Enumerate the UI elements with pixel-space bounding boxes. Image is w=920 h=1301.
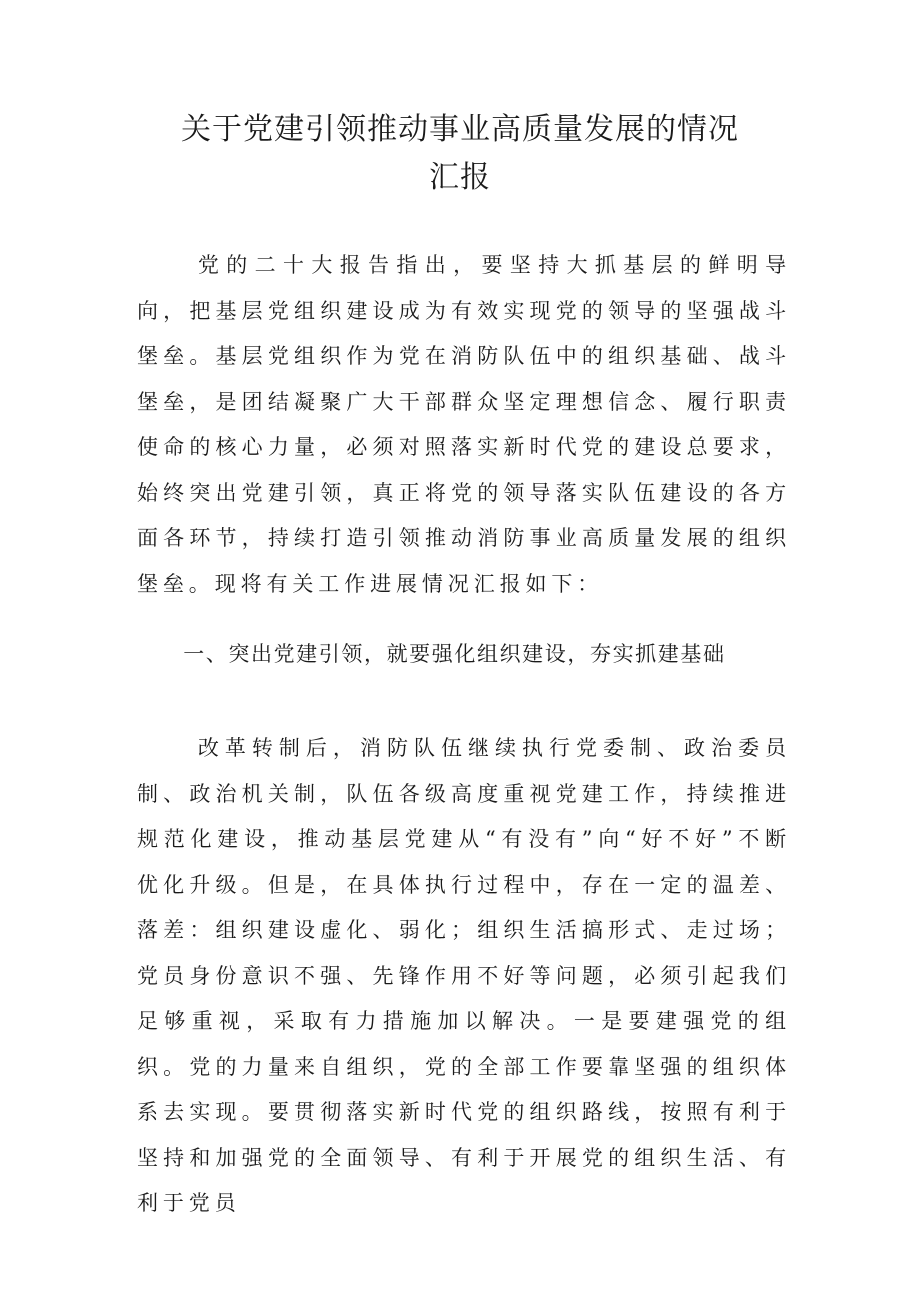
section-1-heading: 一、突出党建引领，就要强化组织建设，夯实抓建基础: [183, 642, 726, 666]
section-1-paragraph: 改革转制后，消防队伍继续执行党委制、政治委员制、政治机关制，队伍各级高度重视党建工作，持续推进规范化建设，推动基层党建从“有没有”向“好不好”不断优化升级。但是，在具体执行过程中，存在一定的温差、落差：组织建设虚化、弱化；组织生活搞形式、走过场；党员身份意识不强、先锋作用不好等问题，必须引起我们足够重视，采取有力措施加以解决。一是要建强党的组织。党的力量来自组织，党的全部工作要靠坚强的组织体系去实现。要贯彻落实新时代党的组织路线，按照有利于坚持和加强党的全面领导、有利于开展党的组织生活、有利于党员: [137, 736, 791, 1215]
document-title-line-1: 关于党建引领推动事业高质量发展的情况: [181, 112, 739, 147]
document-title-line-2: 汇报: [429, 160, 491, 195]
intro-paragraph: 党的二十大报告指出，要坚持大抓基层的鲜明导向，把基层党组织建设成为有效实现党的领导的坚强战斗堡垒。基层党组织作为党在消防队伍中的组织基础、战斗堡垒，是团结凝聚广大干部群众坚定理想信念、履行职责使命的核心力量，必须对照落实新时代党的建设总要求，始终突出党建引领，真正将党的领导落实队伍建设的各方面各环节，持续打造引领推动消防事业高质量发展的组织堡垒。现将有关工作进展情况汇报如下：: [137, 253, 791, 596]
